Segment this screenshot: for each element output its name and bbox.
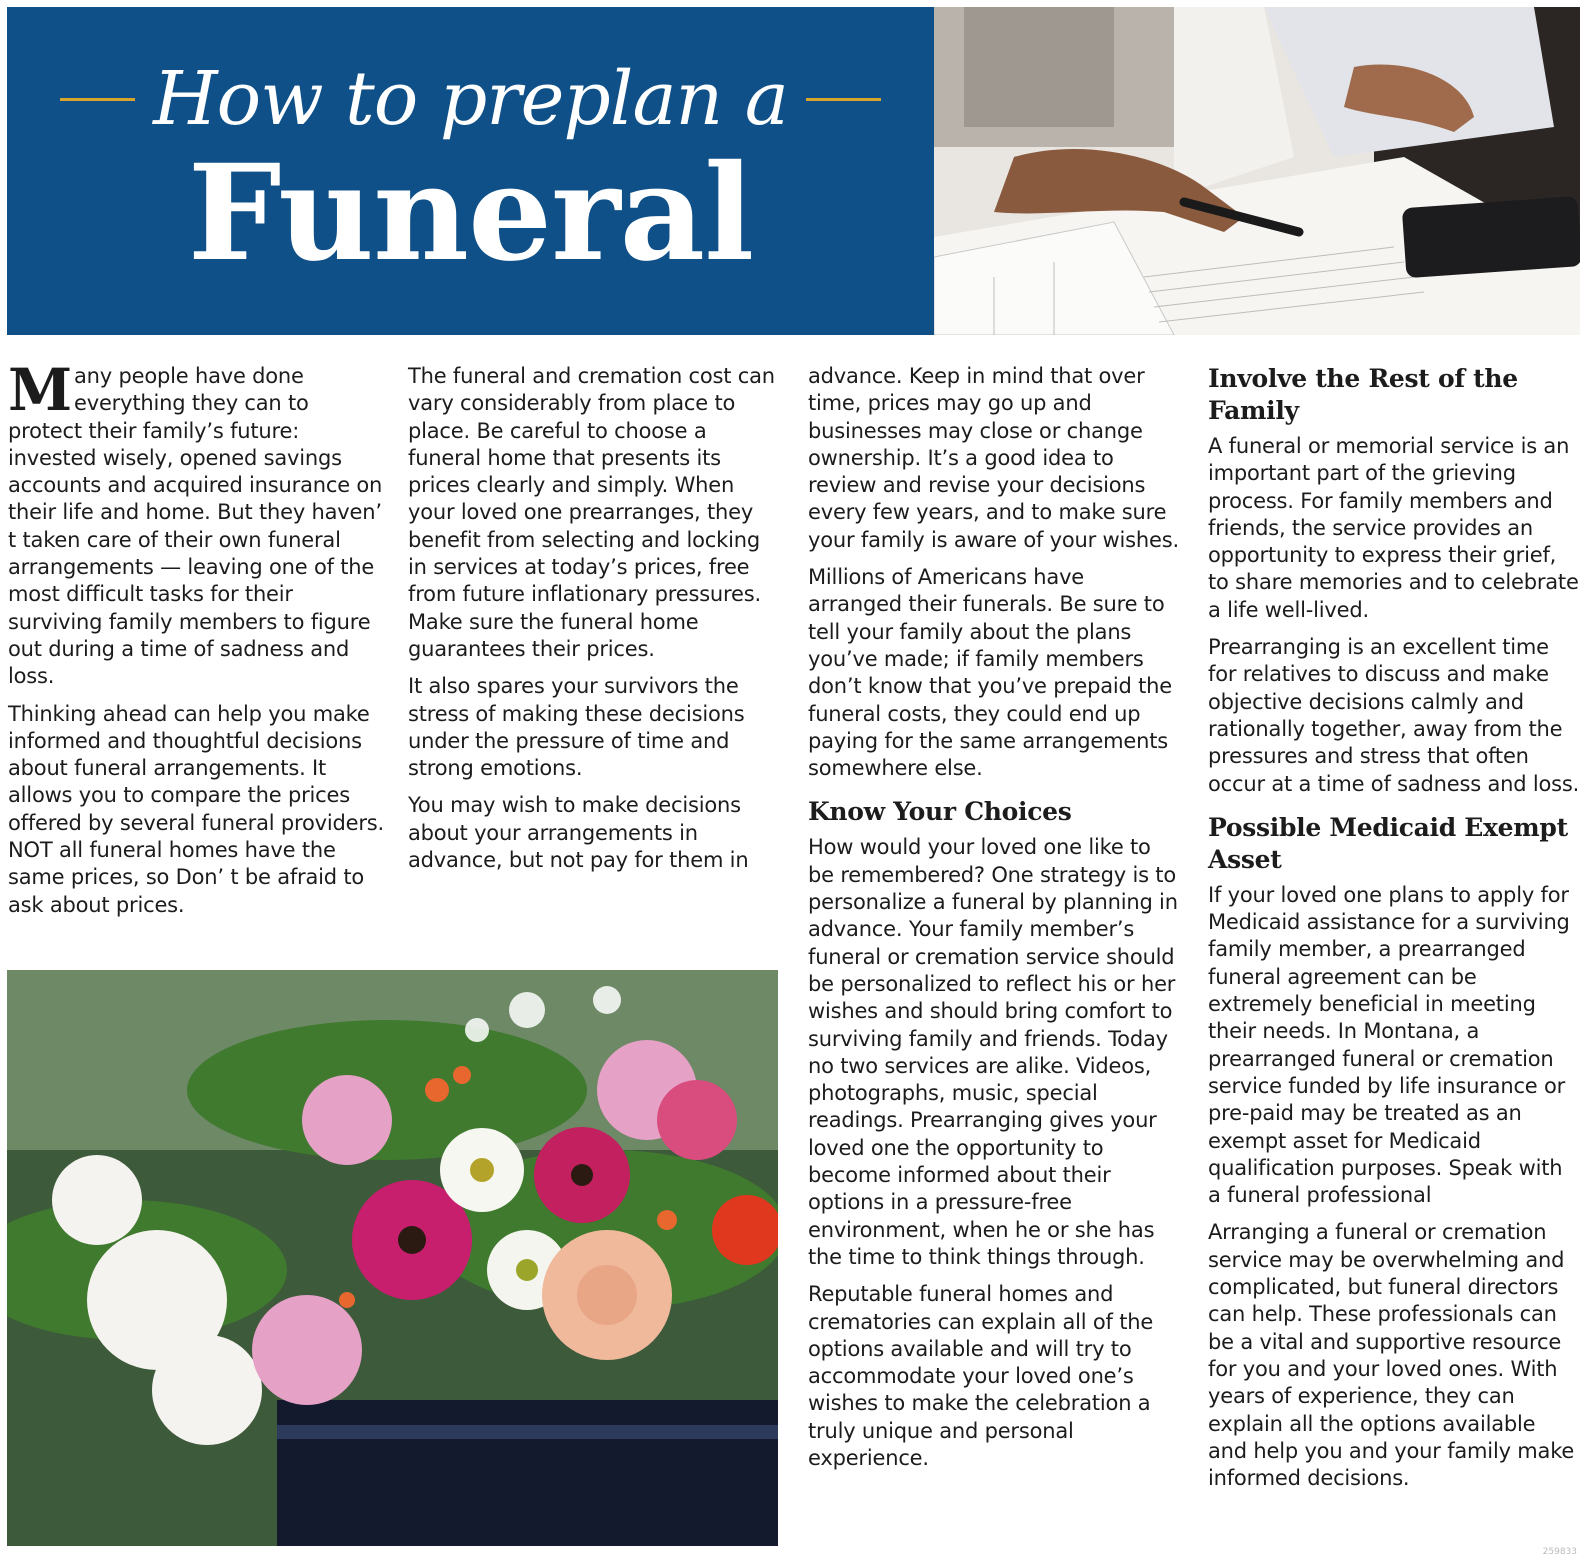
flowers-on-casket-illustration — [7, 970, 778, 1546]
right-gold-rule — [806, 98, 881, 101]
ad-code: 259833 — [1542, 1547, 1577, 1557]
article-column-3 — [808, 363, 1180, 1482]
paragraph-directors-help: Arranging a funeral or cremation service may be overwhelming and complicated, but funeral directors can help. These professionals can be a vital and supportive resource for you and your loved ones. With years of experience, they can explain all the options available and help you and your family make informed decisions. — [1208, 1220, 1575, 1491]
paragraph-personalize: How would your loved one like to be remembered? One strategy is to personalize a funeral by planning in advance. Your family member’s funeral or cremation service should be personalized to reflect his or her wishes and should bring comfort to surviving family and friends. Today no two services are alike. Videos, photographs, music, special readings. Prearranging gives your loved one the opportunity to become informed about their options in a pressure-free environment, when he or she has the time to think things through. — [808, 835, 1178, 1269]
planning-hands-photo — [934, 7, 1580, 335]
paragraph-grieving-process: A funeral or memorial service is an important part of the grieving process. For family members and friends, the service provides an opportunity to express their grief, to share memories and to celebrate a life well-lived. — [1208, 434, 1579, 622]
paragraph-spares-survivors: It also spares your survivors the stress of making these decisions under the pressure of time and strong emotions. — [408, 674, 745, 781]
drop-cap: M — [8, 356, 73, 424]
paragraph-cost-varies: The funeral and cremation cost can vary considerably from place to place. Be careful to choose a funeral home that presents its prices clearly and simply. When your loved one prearranges, they benefit from selecting and locking in services at today’s prices, free from future inflationary pressures. Make sure the funeral home guarantees their prices. — [408, 364, 775, 661]
paragraph-medicaid: If your loved one plans to apply for Medicaid assistance for a surviving family member, a prearranged funeral agreement can be extremely beneficial in meeting their needs. In Montana, a prearranged funeral or cremation service funded by life insurance or pre-paid may be treated as an exempt asset for Medicaid qualification purposes. Speak with a funeral professional — [1208, 882, 1570, 1208]
floral-arrangement-photo — [7, 970, 778, 1546]
article-column-1 — [8, 356, 384, 929]
title-banner — [7, 7, 934, 335]
paragraph-review-decisions: advance. Keep in mind that over time, prices may go up and businesses may close or change ownership. It’s a good idea to review and revise your decisions every few years, and to make sure your family is aware of your wishes. — [808, 364, 1179, 552]
paragraph-decide-in-advance: You may wish to make decisions about your arrangements in advance, but not pay for them in — [408, 793, 749, 873]
paragraph-tell-family: Millions of Americans have arranged their funerals. Be sure to tell your family about the plans you’ve made; if family members don’t know that you’ve prepaid the funeral costs, they could end up paying for the same arrangements somewhere else. — [808, 565, 1172, 781]
intro-paragraph — [8, 356, 384, 691]
article-column-4 — [1208, 363, 1580, 1502]
heading-know-your-choices: Know Your Choices — [808, 797, 1072, 827]
paragraph-thinking-ahead: Thinking ahead can help you make informed and thoughtful decisions about funeral arrangements. It allows you to compare the prices offered by several funeral providers. NOT all funeral homes have the same prices, so Don’ t be afraid to ask about prices. — [8, 701, 384, 917]
heading-involve-family: Involve the Rest of the Family — [1208, 364, 1518, 425]
article-column-2 — [408, 363, 778, 884]
heading-medicaid-exempt: Possible Medicaid Exempt Asset — [1208, 812, 1568, 874]
planning-hands-illustration — [934, 7, 1580, 335]
intro-paragraph-text: any people have done everything they can to protect their family’s future: invested wisely, opened savings accounts and acquired insurance on their life and home. But they haven’ t taken care of their own funeral arrangements — leaving one of the most difficult tasks for their surviving family members to figure out during a time of sadness and loss. — [8, 364, 383, 689]
left-gold-rule — [60, 98, 135, 101]
title-main: Funeral — [187, 136, 754, 291]
title-subheading: How to preplan a — [153, 56, 788, 142]
paragraph-reputable-homes: Reputable funeral homes and crematories can explain all of the options available and will try to accommodate your loved one’s wishes to make the celebration a truly unique and personal experience. — [808, 1282, 1154, 1470]
paragraph-relatives-discuss: Prearranging is an excellent time for relatives to discuss and make objective decisions calmly and rationally together, away from the pressures and stress that often occur at a time of sadness and loss. — [1208, 635, 1580, 796]
